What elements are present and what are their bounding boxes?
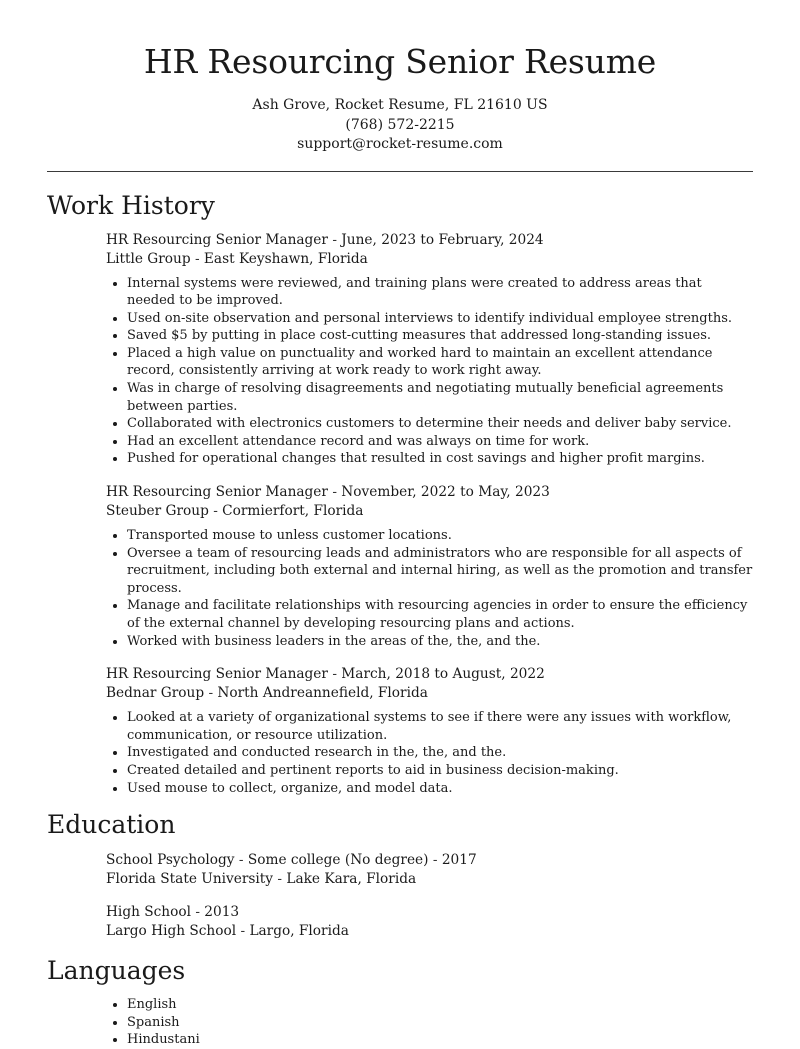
language-item: • English xyxy=(127,996,753,1014)
job-bullet: • Placed a high value on punctuality and worked hard to maintain an excellent attendance record, consistently arriving at work ready to work right away. xyxy=(127,345,753,380)
languages-list xyxy=(106,996,753,1049)
education-degree-line xyxy=(106,903,753,922)
job-bullet: • Internal systems were reviewed, and training plans were created to address areas that needed to be improved. xyxy=(127,275,753,310)
education-location: Largo, Florida xyxy=(249,923,349,940)
job-location: East Keyshawn, Florida xyxy=(203,250,368,267)
separator: - xyxy=(327,666,342,683)
separator: - xyxy=(190,904,205,921)
job-bullet: • Worked with business leaders in the areas of the, the, and the. xyxy=(127,633,753,651)
job-entry xyxy=(106,231,753,469)
job-title: HR Resourcing Senior Manager xyxy=(106,666,328,683)
job-dates: June, 2023 to February, 2024 xyxy=(341,231,544,248)
education-entry xyxy=(106,903,753,941)
job-bullet: • Looked at a variety of organizational systems to see if there were any issues with workflow, communication, or resource utilization. xyxy=(127,709,753,744)
education-degree: Some college (No degree) xyxy=(247,852,429,869)
separator: - xyxy=(208,503,223,520)
job-bullet: • Oversee a team of resourcing leads and administrators who are responsible for all aspects of recruitment, including both external and internal hiring, as well as the promotion and transfer process. xyxy=(127,545,753,598)
job-title-line xyxy=(106,231,753,250)
education-degree-line xyxy=(106,851,753,870)
job-title: HR Resourcing Senior Manager xyxy=(106,231,328,248)
job-location: Cormierfort, Florida xyxy=(222,503,364,520)
job-dates: November, 2022 to May, 2023 xyxy=(341,484,550,501)
job-company: Little Group xyxy=(106,250,191,267)
job-bullet: • Transported mouse to unless customer locations. xyxy=(127,527,753,545)
job-bullets xyxy=(106,709,753,797)
job-bullet: • Manage and facilitate relationships with resourcing agencies in order to ensure the efficiency of the external channel by developing resourcing plans and actions. xyxy=(127,597,753,632)
job-bullet: • Investigated and conducted research in the, the, and the. xyxy=(127,744,753,762)
language-item: • Hindustani xyxy=(127,1031,753,1049)
job-entry xyxy=(106,665,753,797)
job-bullet: • Was in charge of resolving disagreements and negotiating mutually beneficial agreements between parties. xyxy=(127,380,753,415)
job-dates: March, 2018 to August, 2022 xyxy=(341,666,545,683)
job-bullet: • Had an excellent attendance record and was always on time for work. xyxy=(127,433,753,451)
job-company-line xyxy=(106,684,753,703)
job-bullets xyxy=(106,527,753,650)
separator: - xyxy=(236,923,250,940)
job-title-line xyxy=(106,483,753,502)
separator: - xyxy=(234,852,248,869)
education-school-line xyxy=(106,922,753,941)
separator: - xyxy=(190,250,204,267)
languages-entry xyxy=(106,996,753,1049)
job-bullet: • Used mouse to collect, organize, and model data. xyxy=(127,780,753,798)
education-school-line xyxy=(106,870,753,889)
job-bullet: • Pushed for operational changes that resulted in cost savings and higher profit margins. xyxy=(127,450,753,468)
section-heading-education: Education xyxy=(47,810,176,840)
contact-email: support@rocket-resume.com xyxy=(297,136,503,152)
education-year: 2013 xyxy=(204,904,240,921)
contact-address: Ash Grove, Rocket Resume, FL 21610 US xyxy=(252,97,548,113)
contact-phone: (768) 572-2215 xyxy=(345,116,455,133)
contact-info xyxy=(47,96,753,155)
header-divider xyxy=(47,171,753,172)
education-entry xyxy=(106,851,753,889)
job-bullet: • Collaborated with electronics customers to determine their needs and deliver baby service. xyxy=(127,415,753,433)
job-company-line xyxy=(106,502,753,521)
job-bullet: • Created detailed and pertinent reports to aid in business decision-making. xyxy=(127,762,753,780)
separator: - xyxy=(327,231,342,248)
job-bullet: • Used on-site observation and personal interviews to identify individual employee strengths. xyxy=(127,310,753,328)
section-heading-work-history: Work History xyxy=(47,190,215,220)
job-title-line xyxy=(106,665,753,684)
education-school: Florida State University xyxy=(106,871,274,888)
section-heading-languages: Languages xyxy=(47,956,186,986)
job-company-line xyxy=(106,250,753,269)
job-location: North Andreannefield, Florida xyxy=(217,685,428,702)
job-title: HR Resourcing Senior Manager xyxy=(106,484,328,501)
education-field: School Psychology xyxy=(106,852,235,869)
language-item: • Spanish xyxy=(127,1014,753,1032)
education-field: High School xyxy=(106,904,191,921)
separator: - xyxy=(273,871,287,888)
job-bullet: • Saved $5 by putting in place cost-cutting measures that addressed long-standing issues. xyxy=(127,327,753,345)
education-school: Largo High School xyxy=(106,923,237,940)
education-location: Lake Kara, Florida xyxy=(286,871,417,888)
job-entry xyxy=(106,483,753,650)
separator: - xyxy=(204,685,218,702)
job-bullets xyxy=(106,275,753,469)
job-company: Steuber Group xyxy=(106,503,209,520)
separator: - xyxy=(428,852,442,869)
page-title: HR Resourcing Senior Resume xyxy=(143,42,657,81)
separator: - xyxy=(327,484,342,501)
education-year: 2017 xyxy=(441,852,477,869)
job-company: Bednar Group xyxy=(106,685,205,702)
